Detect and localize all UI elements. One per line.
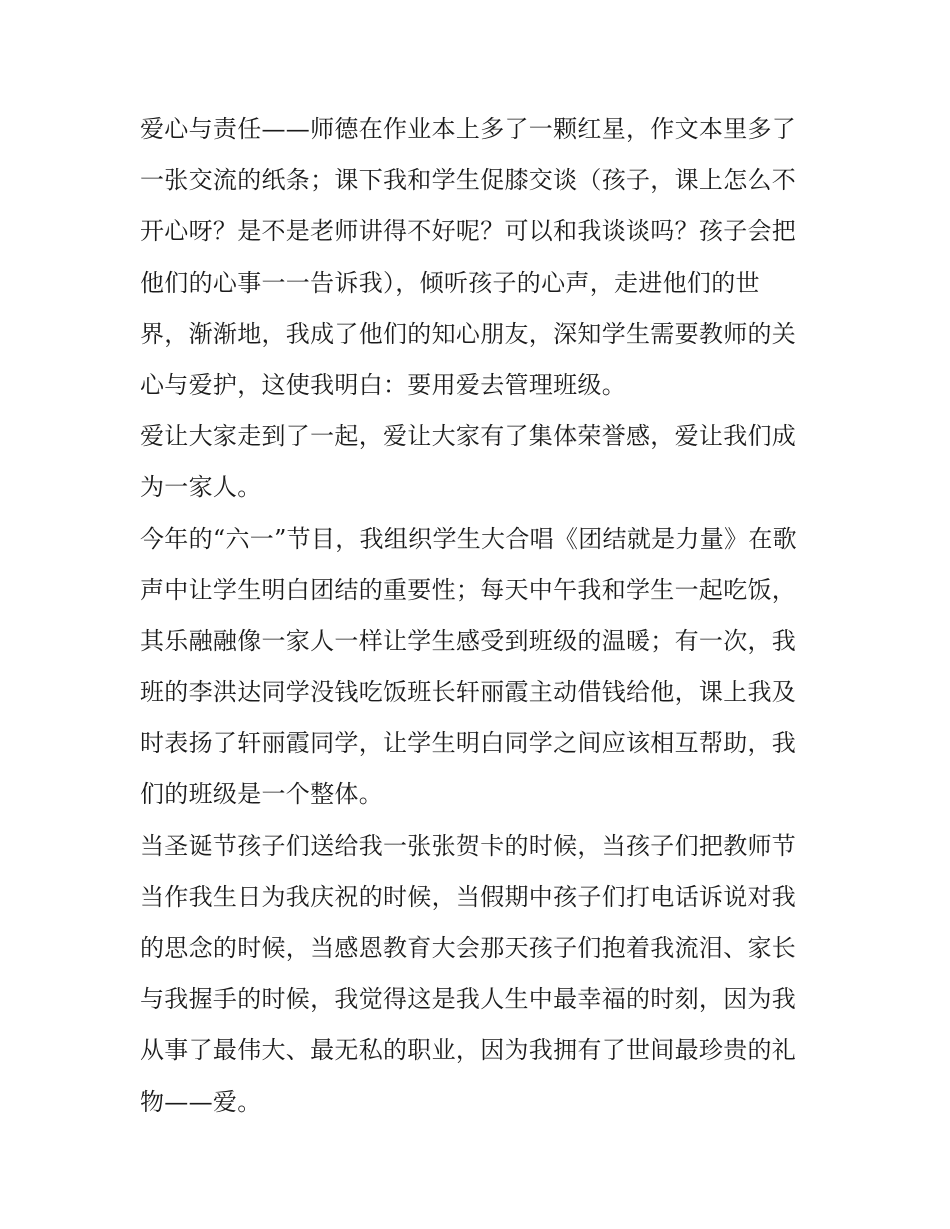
text-line: 物——爱。 xyxy=(140,1087,262,1116)
text-line: 与我握手的时候，我觉得这是我人生中最幸福的时刻，因为我 xyxy=(140,985,797,1014)
text-line: 时表扬了轩丽霞同学，让学生明白同学之间应该相互帮助，我 xyxy=(140,729,797,758)
text-line: 一张交流的纸条；课下我和学生促膝交谈（孩子，课上怎么不 xyxy=(140,166,797,195)
text-line: 爱心与责任——师德在作业本上多了一颗红星，作文本里多了 xyxy=(140,115,797,143)
text-line: 的思念的时候，当感恩教育大会那天孩子们抱着我流泪、家长 xyxy=(140,934,797,962)
document-body xyxy=(140,104,820,1128)
text-line: 声中让学生明白团结的重要性；每天中午我和学生一起吃饭， xyxy=(140,575,797,604)
text-line: 今年的“六一”节目，我组织学生大合唱《团结就是力量》在歌 xyxy=(140,524,797,553)
text-line: 开心呀？是不是老师讲得不好呢？可以和我谈谈吗？孩子会把 xyxy=(140,217,797,246)
text-line: 他们的心事一一告诉我），倾听孩子的心声，走进他们的世 xyxy=(140,268,760,297)
text-line: 们的班级是一个整体。 xyxy=(140,780,383,809)
text-line: 当圣诞节孩子们送给我一张张贺卡的时候，当孩子们把教师节 xyxy=(140,831,797,860)
text-line: 界，渐渐地，我成了他们的知心朋友，深知学生需要教师的关 xyxy=(140,319,797,348)
text-line: 爱让大家走到了一起，爱让大家有了集体荣誉感，爱让我们成 xyxy=(140,422,797,451)
text-line: 当作我生日为我庆祝的时候，当假期中孩子们打电话诉说对我 xyxy=(140,882,797,911)
text-line: 从事了最伟大、最无私的职业，因为我拥有了世间最珍贵的礼 xyxy=(140,1036,797,1065)
text-line: 其乐融融像一家人一样让学生感受到班级的温暖；有一次，我 xyxy=(140,626,797,655)
text-line: 班的李洪达同学没钱吃饭班长轩丽霞主动借钱给他，课上我及 xyxy=(140,678,797,707)
text-line: 心与爱护，这使我明白：要用爱去管理班级。 xyxy=(140,370,626,399)
text-line: 为一家人。 xyxy=(140,473,262,502)
